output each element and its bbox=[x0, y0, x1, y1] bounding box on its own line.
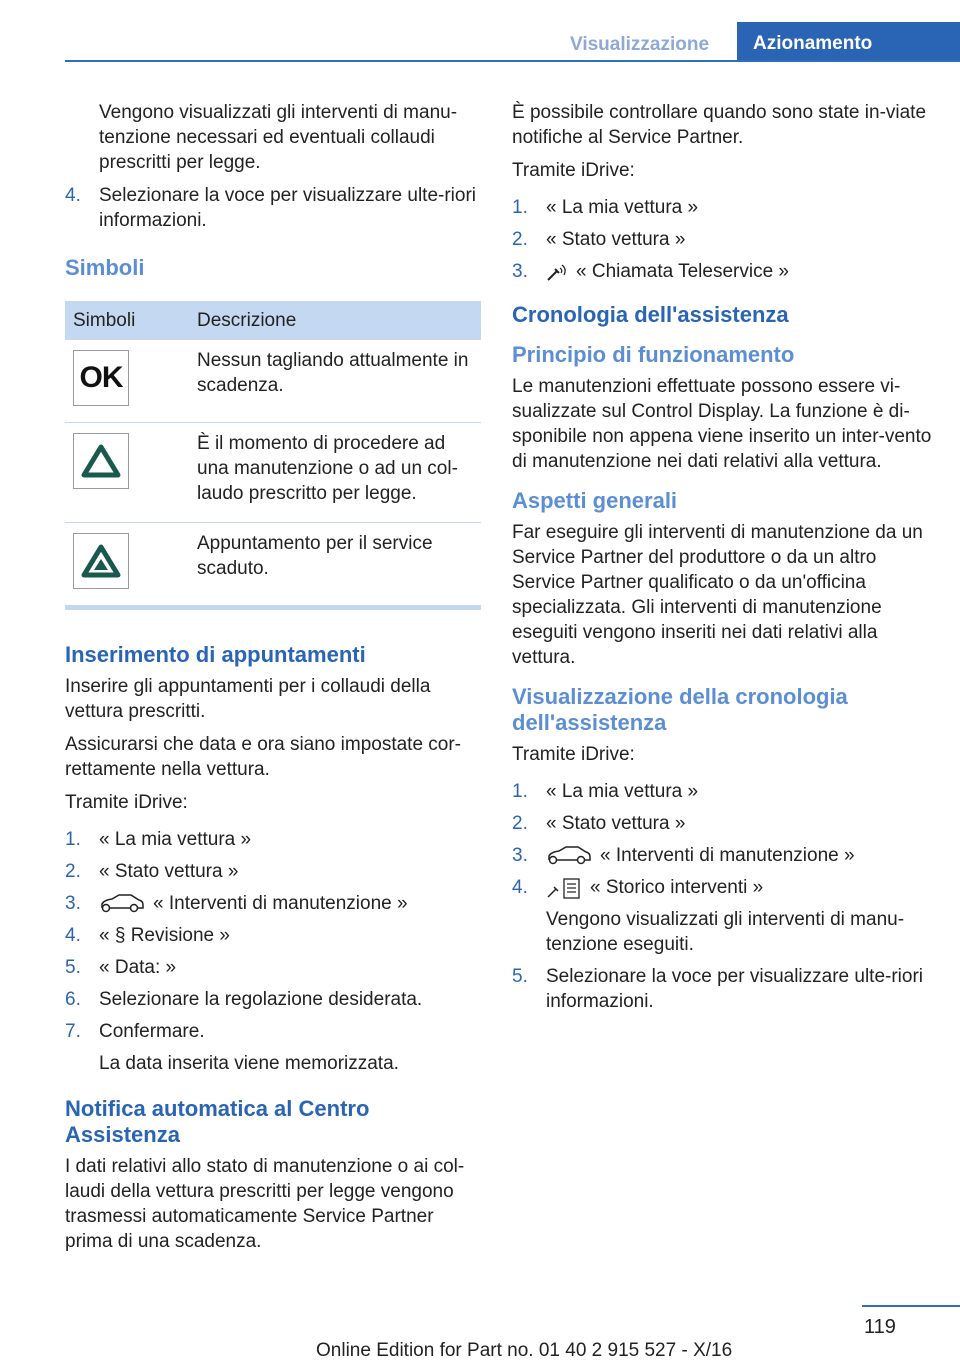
list-item: 3. « Chiamata Teleservice » bbox=[512, 261, 789, 282]
overdue-triangle-icon bbox=[73, 533, 129, 589]
table-cell-description: Appuntamento per il service scaduto. bbox=[189, 523, 481, 608]
step-list-inserimento bbox=[65, 827, 481, 1076]
paragraph: Far eseguire gli interventi di manutenzione da un Service Partner del produttore o da un altro Service Partner qualificato o da un'officina specializzata. Gli interventi di manutenzione eseguiti vengono inseriti nei dati relativi alla vettura. bbox=[512, 522, 923, 668]
list-item: 6. Selezionare la regolazione desiderata. bbox=[65, 989, 423, 1010]
table-cell-description: Nessun tagliando attualmente in scadenza. bbox=[189, 340, 481, 423]
paragraph: È possibile controllare quando sono state in-viate notifiche al Service Partner. bbox=[512, 102, 927, 148]
ok-symbol-icon: OK bbox=[73, 350, 129, 406]
list-item: 2. « Stato vettura » bbox=[512, 229, 686, 250]
edition-note: Online Edition for Part no. 01 40 2 915 527 - X/16 bbox=[316, 1340, 733, 1361]
step-text: Selezionare la voce per visualizzare ulte-riori informazioni. bbox=[99, 185, 477, 231]
list-item: 1. « La mia vettura » bbox=[512, 197, 699, 218]
page-header bbox=[65, 22, 960, 62]
warning-triangle-icon bbox=[73, 433, 129, 489]
right-column bbox=[512, 100, 932, 1022]
intro-text: Vengono visualizzati gli interventi di manu-tenzione necessari ed eventuali collaudi prescritti per legge. bbox=[99, 102, 458, 173]
tab-azionamento: Azionamento bbox=[737, 22, 960, 60]
page-number: 119 bbox=[864, 1316, 896, 1338]
section-heading-notifica: Notifica automatica al Centro Assistenza bbox=[65, 1096, 370, 1147]
list-item: 2. « Stato vettura » bbox=[512, 813, 686, 834]
table-row bbox=[65, 340, 481, 423]
step-number: 4. bbox=[65, 185, 81, 206]
paragraph: Le manutenzioni effettuate possono essere vi-sualizzate sul Control Display. La funzione è di-sponibile non appena viene inserito un inter-vento di manutenzione nei dati relativi alla vettura. bbox=[512, 376, 932, 472]
list-item: 4. « Storico interventi » Vengono visualizzati gli interventi di manu-tenzione eseguiti. bbox=[512, 877, 905, 955]
list-item: 2. « Stato vettura » bbox=[65, 861, 239, 882]
car-service-icon bbox=[546, 846, 592, 866]
wrench-signal-icon bbox=[546, 262, 568, 282]
list-item: 7. Confermare. La data inserita viene memorizzata. bbox=[65, 1021, 399, 1074]
list-item: 1. « La mia vettura » bbox=[512, 781, 699, 802]
list-item: 5. « Data: » bbox=[65, 957, 177, 978]
paragraph: I dati relativi allo stato di manutenzione o ai col-laudi della vettura prescritti per legge vengono trasmessi automaticamente Service Partner prima di una scadenza. bbox=[65, 1156, 465, 1252]
table-row bbox=[65, 423, 481, 523]
subheading-aspetti: Aspetti generali bbox=[512, 488, 678, 513]
idrive-label: Tramite iDrive: bbox=[512, 744, 635, 765]
list-item: 5. Selezionare la voce per visualizzare ulte-riori informazioni. bbox=[512, 966, 924, 1012]
section-heading-inserimento: Inserimento di appuntamenti bbox=[65, 642, 366, 667]
table-row bbox=[65, 523, 481, 608]
table-cell-description: È il momento di procedere ad una manutenzione o ad un col-laudo prescritto per legge. bbox=[189, 423, 481, 523]
table-header-descrizione: Descrizione bbox=[189, 301, 481, 340]
list-item: 1. « La mia vettura » bbox=[65, 829, 252, 850]
subheading-visualizzazione: Visualizzazione della cronologia dell'assistenza bbox=[512, 684, 848, 735]
idrive-label: Tramite iDrive: bbox=[65, 792, 188, 813]
left-column bbox=[65, 100, 481, 1262]
footer-divider bbox=[862, 1305, 960, 1307]
idrive-label: Tramite iDrive: bbox=[512, 160, 635, 181]
list-item bbox=[65, 183, 481, 233]
service-history-icon bbox=[546, 877, 582, 899]
subheading-principio: Principio di funzionamento bbox=[512, 342, 795, 367]
list-item: 3. « Interventi di manutenzione » bbox=[512, 845, 855, 866]
paragraph: Assicurarsi che data e ora siano impostate cor-rettamente nella vettura. bbox=[65, 734, 462, 780]
tab-visualizzazione: Visualizzazione bbox=[570, 34, 710, 55]
section-heading-simboli: Simboli bbox=[65, 255, 145, 280]
list-item: 4. « § Revisione » bbox=[65, 925, 230, 946]
section-heading-cronologia: Cronologia dell'assistenza bbox=[512, 302, 789, 327]
list-item: 3. « Interventi di manutenzione » bbox=[65, 893, 408, 914]
step-list-teleservice bbox=[512, 195, 932, 284]
paragraph: Inserire gli appuntamenti per i collaudi della vettura prescritti. bbox=[65, 676, 431, 722]
table-header-simboli: Simboli bbox=[65, 301, 189, 340]
symbol-table bbox=[65, 301, 481, 610]
car-service-icon bbox=[99, 894, 145, 914]
step-list-cronologia bbox=[512, 779, 932, 1014]
step-list-top bbox=[65, 183, 481, 233]
